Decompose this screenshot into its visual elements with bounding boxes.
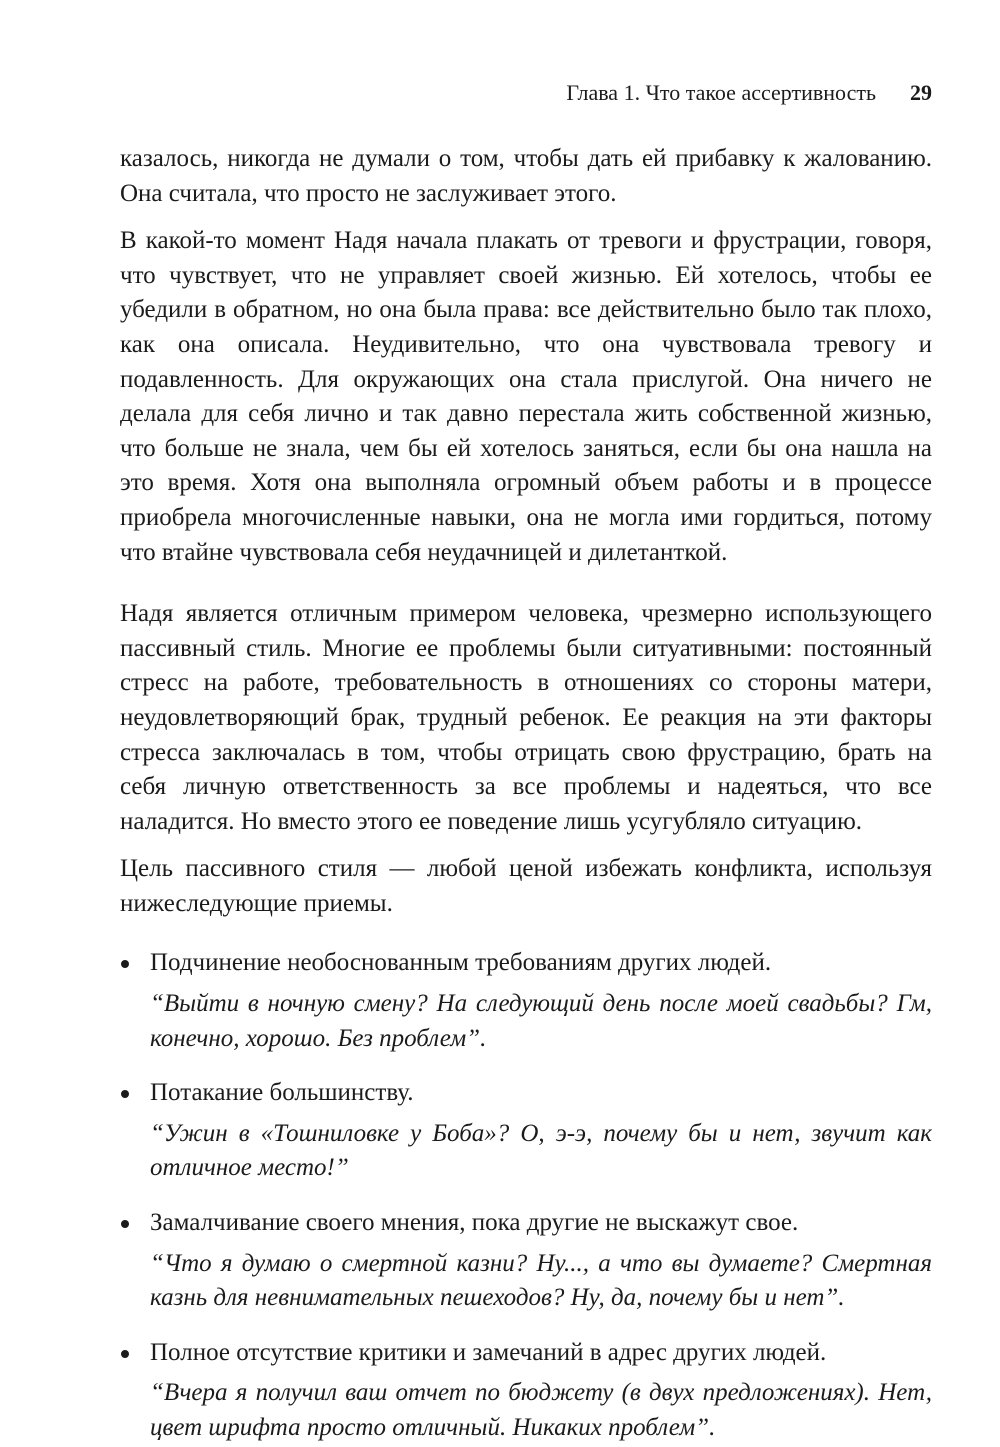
list-item-title: Потакание большинству. [150, 1079, 414, 1107]
paragraph-analysis: Надя является отличным примером человека, чрезмерно использующего пассивный стиль. Многие ее проблемы были ситуативными: постоянный стресс на работе, требовательность в отношениях со стороны матери, неудовлетворяющий брак, трудный ребенок. Ее реакция на эти факторы стресса заключалась в том, чтобы отрицать свою фрустрацию, брать на себя личную ответственность за все проблемы и надеяться, что все наладится. Но вместо этого ее поведение лишь усугубляло ситуацию. [120, 600, 932, 835]
paragraph-continued: казалось, никогда не думали о том, чтобы дать ей прибавку к жалованию. Она считала, что просто не заслуживает этого. [120, 145, 932, 207]
chapter-title: Глава 1. Что такое ассертивность [566, 80, 876, 105]
bullet-icon [121, 1350, 129, 1358]
bullet-icon [121, 1220, 129, 1228]
list-item [120, 1206, 932, 1316]
list-item [120, 1336, 932, 1446]
running-head [120, 78, 932, 108]
list-item-title: Подчинение необоснованным требованиям других людей. [150, 949, 772, 977]
list-item-quote: “Ужин в «Тошниловке у Боба»? О, э-э, почему бы и нет, звучит как отличное место!” [150, 1119, 932, 1182]
list-item [120, 946, 932, 1056]
paragraph-case-story: В какой-то момент Надя начала плакать от тревоги и фрустрации, говоря, что чувствует, что не управляет своей жизнью. Ей хотелось, чтобы ее убедили в обратном, но она была права: все действительно было так плохо, как она описала. Неудивительно, что она чувствовала тревогу и подавленность. Для окружающих она стала прислугой. Она ничего не делала для себя лично и так давно перестала жить собственной жизнью, что больше не знала, чем бы ей хотелось заняться, если бы она нашла на это время. Хотя она выполняла огромный объем работы и в процессе приобрела многочисленные навыки, она не могла ими гордиться, потому что втайне чувствовала себя неудачницей и дилетанткой. [120, 227, 932, 566]
bullet-icon [121, 960, 129, 968]
body-text [120, 142, 932, 1446]
paragraph-passive-style-goal: Цель пассивного стиля — любой ценой избежать конфликта, используя нижеследующие приемы. [120, 855, 932, 917]
list-item [120, 1076, 932, 1186]
technique-list [120, 946, 932, 1445]
list-item-quote: “Вчера я получил ваш отчет по бюджету (в двух предложениях). Нет, цвет шрифта просто отличный. Никаких проблем”. [150, 1379, 932, 1441]
bullet-icon [121, 1090, 129, 1098]
list-item-quote: “Выйти в ночную смену? На следующий день после моей свадьбы? Гм, конечно, хорошо. Без проблем”. [150, 990, 932, 1052]
list-item-title: Полное отсутствие критики и замечаний в адрес других людей. [150, 1338, 827, 1366]
list-item-title: Замалчивание своего мнения, пока другие не выскажут свое. [150, 1209, 799, 1237]
page-number: 29 [910, 80, 932, 105]
list-item-quote: “Что я думаю о смертной казни? Ну..., а что вы думаете? Смертная казнь для невнимательных пешеходов? Ну, да, почему бы и нет”. [150, 1249, 932, 1312]
